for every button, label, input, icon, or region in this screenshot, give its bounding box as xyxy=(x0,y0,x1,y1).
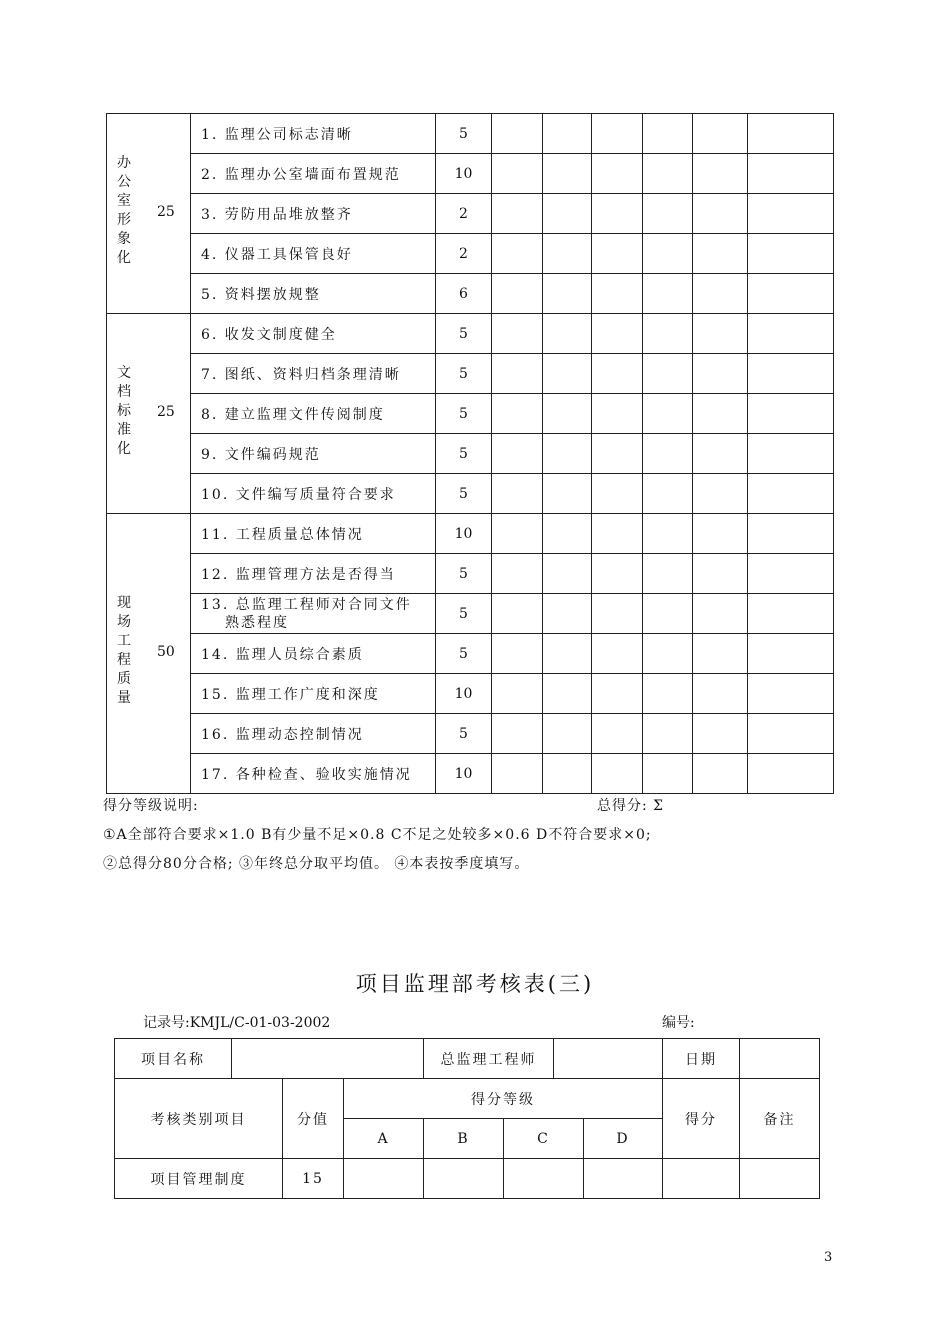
score-entry-cell[interactable] xyxy=(693,234,748,274)
score-entry-cell[interactable] xyxy=(543,434,592,474)
item-label-line2: 熟悉程度 xyxy=(225,614,289,631)
score-entry-cell[interactable] xyxy=(592,554,643,594)
grade-d-cell[interactable] xyxy=(584,1159,663,1199)
score-entry-cell[interactable] xyxy=(592,674,643,714)
score-entry-cell[interactable] xyxy=(643,234,693,274)
score-entry-cell[interactable] xyxy=(492,194,543,234)
category-cell xyxy=(107,514,191,794)
score-entry-cell[interactable] xyxy=(693,674,748,714)
score-entry-cell[interactable] xyxy=(693,314,748,354)
score-entry-cell[interactable] xyxy=(492,634,543,674)
item-value: 2 xyxy=(436,194,492,234)
remark-header: 备注 xyxy=(740,1079,820,1159)
category-header: 考核类别项目 xyxy=(115,1079,283,1159)
score-entry-cell[interactable] xyxy=(592,714,643,754)
item-value: 5 xyxy=(436,714,492,754)
item-value: 5 xyxy=(436,474,492,514)
score-entry-cell[interactable] xyxy=(543,554,592,594)
score-entry-cell[interactable] xyxy=(693,194,748,234)
item-value: 5 xyxy=(436,114,492,154)
item-label: 8. 建立监理文件传阅制度 xyxy=(191,394,436,434)
score-entry-cell[interactable] xyxy=(748,394,834,434)
chief-engineer-label: 总监理工程师 xyxy=(424,1039,554,1079)
value-header: 分值 xyxy=(283,1079,344,1159)
item-value: 10 xyxy=(436,754,492,794)
page-number: 3 xyxy=(824,1250,833,1265)
score-entry-cell[interactable] xyxy=(693,754,748,794)
score-entry-cell[interactable] xyxy=(643,194,693,234)
score-entry-cell[interactable] xyxy=(492,114,543,154)
score-entry-cell[interactable] xyxy=(492,594,543,634)
score-entry-cell[interactable] xyxy=(748,274,834,314)
score-entry-cell[interactable] xyxy=(592,194,643,234)
score-entry-cell[interactable] xyxy=(543,394,592,434)
score-entry-cell[interactable] xyxy=(643,354,693,394)
table-row xyxy=(107,554,834,594)
score-entry-cell[interactable] xyxy=(492,514,543,554)
item-label: 12. 监理管理方法是否得当 xyxy=(191,554,436,594)
score-entry-cell[interactable] xyxy=(543,474,592,514)
table-row xyxy=(107,754,834,794)
item-label: 11. 工程质量总体情况 xyxy=(191,514,436,554)
score-entry-cell[interactable] xyxy=(492,754,543,794)
score-entry-cell[interactable] xyxy=(543,194,592,234)
score-entry-cell[interactable] xyxy=(748,514,834,554)
item-label: 16. 监理动态控制情况 xyxy=(191,714,436,754)
score-entry-cell[interactable] xyxy=(748,314,834,354)
record-number: 记录号:KMJL/C-01-03-2002 xyxy=(143,1015,331,1031)
score-entry-cell[interactable] xyxy=(592,754,643,794)
score-entry-cell[interactable] xyxy=(693,434,748,474)
item-value: 10 xyxy=(436,674,492,714)
score-entry-cell[interactable] xyxy=(492,154,543,194)
item-value: 10 xyxy=(436,514,492,554)
table-row xyxy=(107,714,834,754)
grade-c: C xyxy=(504,1119,584,1159)
item-value: 10 xyxy=(436,154,492,194)
score-entry-cell[interactable] xyxy=(592,154,643,194)
score-entry-cell[interactable] xyxy=(748,154,834,194)
score-entry-cell[interactable] xyxy=(592,474,643,514)
item-label xyxy=(191,594,436,634)
score-entry-cell[interactable] xyxy=(492,714,543,754)
grade-b-cell[interactable] xyxy=(424,1159,504,1199)
score-entry-cell[interactable] xyxy=(592,114,643,154)
table-row xyxy=(107,594,834,634)
item-value: 5 xyxy=(436,314,492,354)
score-entry-cell[interactable] xyxy=(543,634,592,674)
score-entry-cell[interactable] xyxy=(748,594,834,634)
score-entry-cell[interactable] xyxy=(748,234,834,274)
item-value: 5 xyxy=(436,354,492,394)
score-entry-cell[interactable] xyxy=(592,394,643,434)
score-entry-cell[interactable] xyxy=(693,594,748,634)
table-row xyxy=(107,234,834,274)
score-entry-cell[interactable] xyxy=(543,274,592,314)
grade-b: B xyxy=(424,1119,504,1159)
category-score: 25 xyxy=(157,404,175,420)
score-entry-cell[interactable] xyxy=(748,194,834,234)
score-entry-cell[interactable] xyxy=(643,634,693,674)
first-row-name: 项目管理制度 xyxy=(115,1159,283,1199)
score-entry-cell[interactable] xyxy=(543,754,592,794)
score-entry-cell[interactable] xyxy=(543,314,592,354)
score-entry-cell[interactable] xyxy=(693,154,748,194)
form3-title: 项目监理部考核表(三) xyxy=(355,972,595,996)
score-entry-cell[interactable] xyxy=(748,634,834,674)
score-entry-cell[interactable] xyxy=(643,594,693,634)
grade-notes-line2: ②总得分80分合格; ③年终总分取平均值。 ④本表按季度填写。 xyxy=(103,856,530,872)
score-entry-cell[interactable] xyxy=(543,714,592,754)
score-entry-cell[interactable] xyxy=(643,274,693,314)
score-entry-cell[interactable] xyxy=(543,114,592,154)
grade-a-cell[interactable] xyxy=(344,1159,424,1199)
assessment-table-continued xyxy=(106,113,834,794)
score-entry-cell[interactable] xyxy=(543,234,592,274)
score-entry-cell[interactable] xyxy=(492,314,543,354)
score-entry-cell[interactable] xyxy=(543,354,592,394)
table-row xyxy=(107,474,834,514)
score-entry-cell[interactable] xyxy=(643,474,693,514)
score-cell[interactable] xyxy=(663,1159,740,1199)
score-entry-cell[interactable] xyxy=(693,554,748,594)
score-entry-cell[interactable] xyxy=(492,554,543,594)
score-entry-cell[interactable] xyxy=(492,674,543,714)
score-entry-cell[interactable] xyxy=(748,754,834,794)
score-entry-cell[interactable] xyxy=(592,514,643,554)
table-row xyxy=(107,394,834,434)
item-label: 10. 文件编写质量符合要求 xyxy=(191,474,436,514)
grade-notes-heading: 得分等级说明: xyxy=(103,798,199,814)
score-entry-cell[interactable] xyxy=(693,354,748,394)
score-entry-cell[interactable] xyxy=(643,154,693,194)
score-entry-cell[interactable] xyxy=(592,354,643,394)
category-score: 50 xyxy=(157,644,175,660)
item-label: 1. 监理公司标志清晰 xyxy=(191,114,436,154)
score-entry-cell[interactable] xyxy=(492,274,543,314)
chief-engineer-value[interactable] xyxy=(554,1039,663,1079)
score-entry-cell[interactable] xyxy=(543,514,592,554)
category-name: 文档标准化 xyxy=(117,365,131,457)
grade-a: A xyxy=(344,1119,424,1159)
score-entry-cell[interactable] xyxy=(748,474,834,514)
item-label: 7. 图纸、资料归档条理清晰 xyxy=(191,354,436,394)
score-entry-cell[interactable] xyxy=(693,514,748,554)
total-score-label: 总得分: Σ xyxy=(597,798,665,814)
item-value: 5 xyxy=(436,634,492,674)
score-entry-cell[interactable] xyxy=(592,634,643,674)
score-entry-cell[interactable] xyxy=(748,114,834,154)
item-label: 15. 监理工作广度和深度 xyxy=(191,674,436,714)
score-entry-cell[interactable] xyxy=(693,394,748,434)
table-row xyxy=(107,314,834,354)
score-entry-cell[interactable] xyxy=(693,634,748,674)
score-entry-cell[interactable] xyxy=(693,474,748,514)
score-entry-cell[interactable] xyxy=(693,714,748,754)
category-cell xyxy=(107,314,191,514)
grade-d: D xyxy=(584,1119,663,1159)
grade-notes-line1: ①A全部符合要求×1.0 B有少量不足×0.8 C不足之处较多×0.6 D不符合要求×0; xyxy=(103,827,652,843)
score-entry-cell[interactable] xyxy=(543,674,592,714)
item-label: 17. 各种检查、验收实施情况 xyxy=(191,754,436,794)
score-entry-cell[interactable] xyxy=(748,554,834,594)
first-row-value: 15 xyxy=(283,1159,344,1199)
date-value[interactable] xyxy=(740,1039,820,1079)
project-name-label: 项目名称 xyxy=(115,1039,232,1079)
score-entry-cell[interactable] xyxy=(492,354,543,394)
score-entry-cell[interactable] xyxy=(643,674,693,714)
score-entry-cell[interactable] xyxy=(748,434,834,474)
score-entry-cell[interactable] xyxy=(643,714,693,754)
score-entry-cell[interactable] xyxy=(643,554,693,594)
score-entry-cell[interactable] xyxy=(592,234,643,274)
score-entry-cell[interactable] xyxy=(643,394,693,434)
score-entry-cell[interactable] xyxy=(643,314,693,354)
grade-c-cell[interactable] xyxy=(504,1159,584,1199)
score-entry-cell[interactable] xyxy=(643,114,693,154)
grade-header: 得分等级 xyxy=(344,1079,663,1119)
score-entry-cell[interactable] xyxy=(748,354,834,394)
score-entry-cell[interactable] xyxy=(492,474,543,514)
score-entry-cell[interactable] xyxy=(643,434,693,474)
project-name-value[interactable] xyxy=(232,1039,424,1079)
score-entry-cell[interactable] xyxy=(592,274,643,314)
serial-number-label: 编号: xyxy=(662,1015,695,1031)
score-entry-cell[interactable] xyxy=(592,314,643,354)
remark-cell[interactable] xyxy=(740,1159,820,1199)
item-label: 14. 监理人员综合素质 xyxy=(191,634,436,674)
score-entry-cell[interactable] xyxy=(643,514,693,554)
score-entry-cell[interactable] xyxy=(748,714,834,754)
item-value: 5 xyxy=(436,554,492,594)
date-label: 日期 xyxy=(663,1039,740,1079)
category-score: 25 xyxy=(157,204,175,220)
table-row xyxy=(107,194,834,234)
category-cell xyxy=(107,114,191,314)
score-header: 得分 xyxy=(663,1079,740,1159)
score-entry-cell[interactable] xyxy=(492,434,543,474)
category-name: 现场工程质量 xyxy=(117,595,131,706)
table-row xyxy=(107,154,834,194)
form3-table xyxy=(114,1038,820,1199)
score-entry-cell[interactable] xyxy=(543,594,592,634)
item-value: 5 xyxy=(436,394,492,434)
score-entry-cell[interactable] xyxy=(748,674,834,714)
item-label: 2. 监理办公室墙面布置规范 xyxy=(191,154,436,194)
table-row xyxy=(107,634,834,674)
score-entry-cell[interactable] xyxy=(592,434,643,474)
item-label: 5. 资料摆放规整 xyxy=(191,274,436,314)
table-row xyxy=(107,514,834,554)
score-entry-cell[interactable] xyxy=(543,154,592,194)
score-entry-cell[interactable] xyxy=(492,234,543,274)
category-name: 办公室形象化 xyxy=(117,155,131,266)
item-value: 5 xyxy=(436,594,492,634)
score-entry-cell[interactable] xyxy=(592,594,643,634)
item-label: 6. 收发文制度健全 xyxy=(191,314,436,354)
item-label-line1: 13. 总监理工程师对合同文件 xyxy=(201,596,412,613)
table-row xyxy=(107,674,834,714)
item-label: 3. 劳防用品堆放整齐 xyxy=(191,194,436,234)
table-row xyxy=(107,114,834,154)
score-entry-cell[interactable] xyxy=(693,274,748,314)
item-label: 4. 仪器工具保管良好 xyxy=(191,234,436,274)
item-value: 2 xyxy=(436,234,492,274)
table-row xyxy=(107,274,834,314)
table-row xyxy=(107,354,834,394)
item-value: 5 xyxy=(436,434,492,474)
item-value: 6 xyxy=(436,274,492,314)
score-entry-cell[interactable] xyxy=(693,114,748,154)
score-entry-cell[interactable] xyxy=(643,754,693,794)
table-row xyxy=(107,434,834,474)
score-entry-cell[interactable] xyxy=(492,394,543,434)
item-label: 9. 文件编码规范 xyxy=(191,434,436,474)
